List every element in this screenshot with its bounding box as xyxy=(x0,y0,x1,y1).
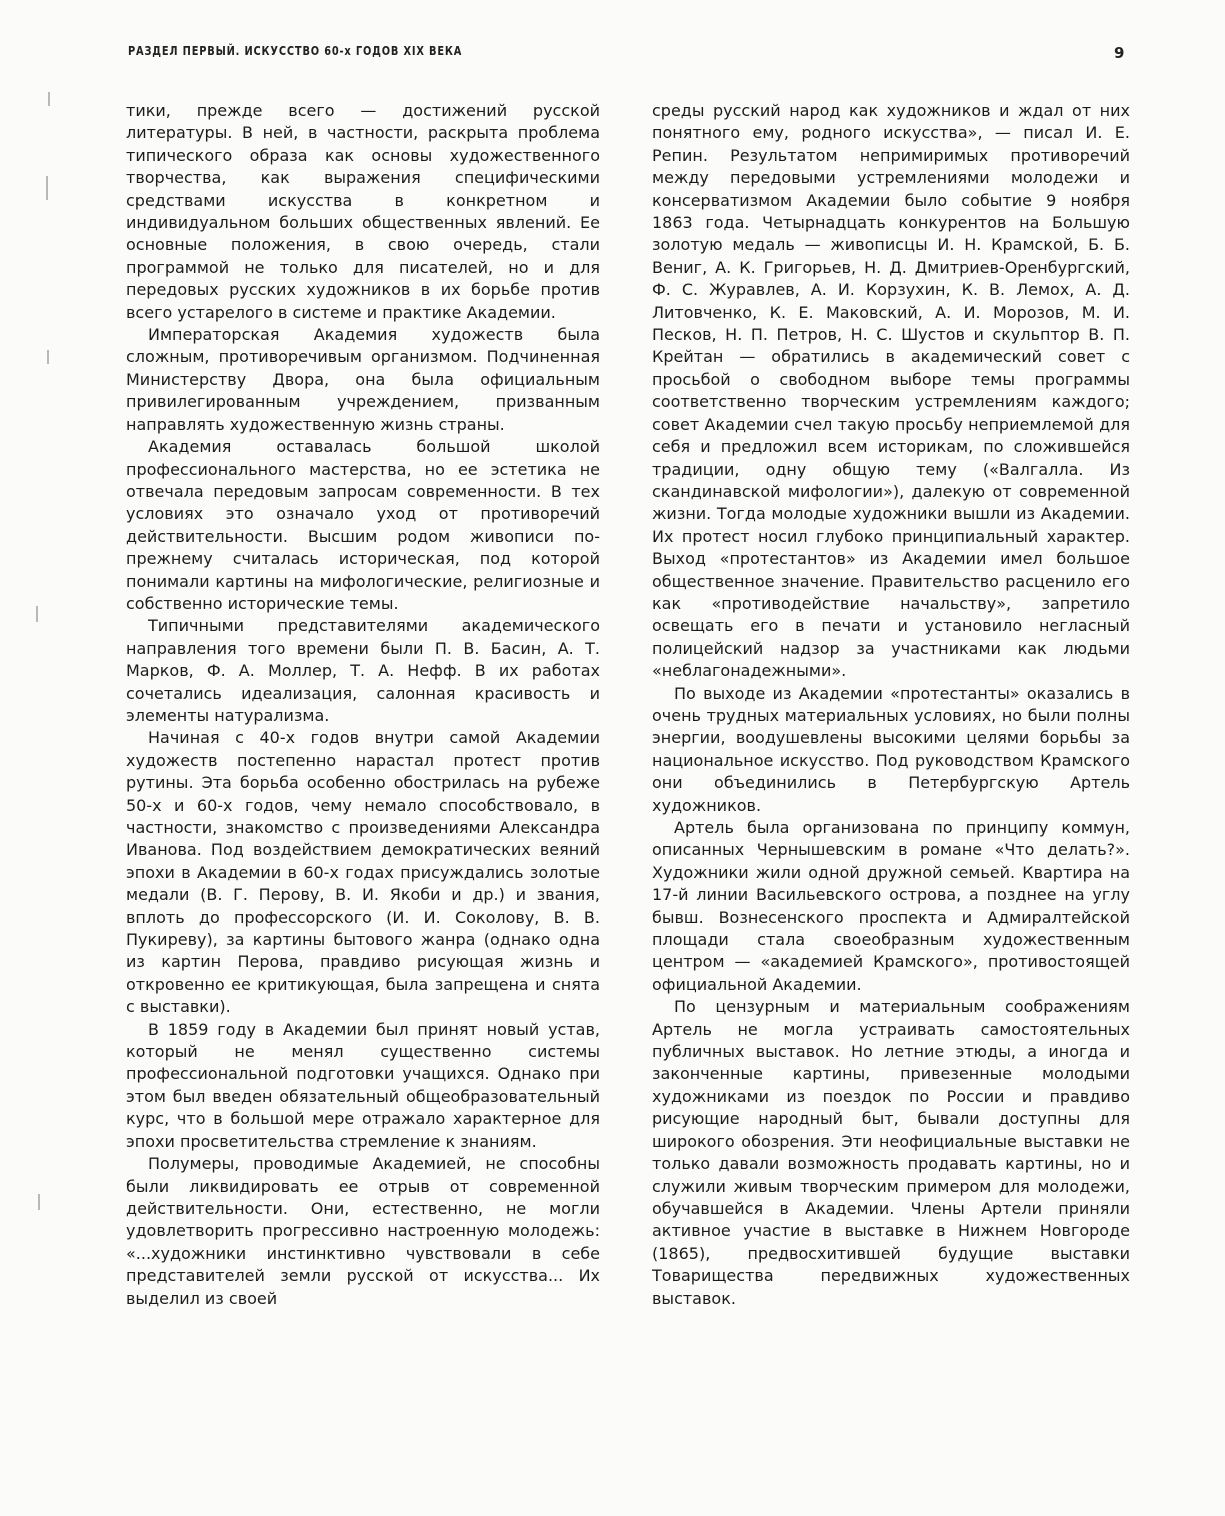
left-column xyxy=(126,100,600,1310)
paragraph: тики, прежде всего — достижений русской литературы. В ней, в частности, раскрыта проблема типического образа как основы художественного творчества, как выражения специфическими средствами искусства в конкретном и индивидуальном больших общественных явлений. Ее основные положения, в свою очередь, стали программой не только для писателей, но и для передовых русских художников в их борьбе против всего устарелого в системе и практике Академии. xyxy=(126,101,600,322)
paragraph: Начиная с 40-х годов внутри самой Академии художеств постепенно нарастал протест против рутины. Эта борьба особенно обострилась на рубеже 50-х и 60-х годов, чему немало способствовало, в частности, знакомство с произведениями Александра Иванова. Под воздействием демократических веяний эпохи в Академии в 60-х годах присуждались золотые медали (В. Г. Перову, В. И. Якоби и др.) и звания, вплоть до профессорского (И. И. Соколову, В. В. Пукиреву), за картины бытового жанра (однако одна из картин Перова, правдиво рисующая жизнь и откровенно ее критикующая, была запрещена и снята с выставки). xyxy=(126,728,600,1017)
paragraph: В 1859 году в Академии был принят новый устав, который не менял существенно системы профессиональной подготовки учащихся. Однако при этом был введен обязательный общеобразовательный курс, что в большой мере отражало характерное для эпохи просветительства стремление к знаниям. xyxy=(126,1019,600,1151)
paragraph: Полумеры, проводимые Академией, не способны были ликвидировать ее отрыв от современной действительности. Они, естественно, не могли удовлетворить прогрессивно настроенную молодежь: «...художники инстинктивно чувствовали в себе представителей земли русской от искусства... Их выделил из своей xyxy=(126,1154,600,1308)
paragraph: Артель была организована по принципу коммун, описанных Чернышевским в романе «Что делать?». Художники жили одной дружной семьей. Квартира на 17-й линии Васильевского острова, а позднее на углу бывш. Вознесенского проспекта и Адмиралтейской площади стала своеобразным художественным центром — «академией Крамского», противостоящей официальной Академии. xyxy=(652,818,1130,994)
paragraph: По выходе из Академии «протестанты» оказались в очень трудных материальных условиях, но были полны энергии, воодушевлены высокими целями борьбы за национальное искусство. Под руководством Крамского они объединились в Петербургскую Артель художников. xyxy=(652,683,1130,815)
running-title: РАЗДЕЛ ПЕРВЫЙ. ИСКУССТВО 60-х ГОДОВ XIX ВЕКА xyxy=(128,44,463,58)
paragraph: Типичными представителями академического направления того времени были П. В. Басин, А. Т. Марков, Ф. А. Моллер, Т. А. Нефф. В их работах сочетались идеализация, салонная красивость и элементы натурализма. xyxy=(126,616,600,725)
right-column xyxy=(652,100,1130,1310)
scan-mark xyxy=(48,92,50,106)
scan-mark xyxy=(46,176,48,200)
paragraph: Академия оставалась большой школой профессионального мастерства, но ее эстетика не отвечала передовым запросам современности. В тех условиях это означало уход от противоречий действительности. Высшим родом живописи по-прежнему считалась историческая, под которой понимали картины на мифологические, религиозные и собственно исторические темы. xyxy=(126,437,600,613)
scan-mark xyxy=(36,606,38,622)
paragraph: По цензурным и материальным соображениям Артель не могла устраивать самостоятельных публичных выставок. Но летние этюды, а иногда и законченные картины, привезенные молодыми художниками из поездок по России и правдиво рисующие народный быт, бывали доступны для широкого обозрения. Эти неофициальные выставки не только давали возможность продавать картины, но и служили живым творческим примером для молодежи, обучавшейся в Академии. Члены Артели приняли активное участие в выставке в Нижнем Новгороде (1865), предвосхитившей будущие выставки Товарищества передвижных художественных выставок. xyxy=(652,997,1130,1308)
paragraph: среды русский народ как художников и ждал от них понятного ему, родного искусства», — писал И. Е. Репин. Результатом непримиримых противоречий между передовыми устремлениями молодежи и консерватизмом Академии было событие 9 ноября 1863 года. Четырнадцать конкурентов на Большую золотую медаль — живописцы И. Н. Крамской, Б. Б. Вениг, А. К. Григорьев, Н. Д. Дмитриев-Оренбургский, Ф. С. Журавлев, А. И. Корзухин, К. В. Лемох, А. Д. Литовченко, К. Е. Маковский, А. И. Морозов, М. И. Песков, Н. П. Петров, Н. С. Шустов и скульптор В. П. Крейтан — обратились в академический совет с просьбой о свободном выборе темы программы соответственно творческим устремлениям каждого; совет Академии счел такую просьбу неприемлемой для себя и предложил всем историкам, по сложившейся традиции, одну общую тему («Валгалла. Из скандинавской мифологии»), далекую от современной жизни. Тогда молодые художники вышли из Академии. Их протест носил глубоко принципиальный характер. Выход «протестантов» из Академии имел большое общественное значение. Правительство расценило его как «противодействие начальству», запретило освещать его в печати и установило негласный полицейский надзор за участниками как людьми «неблагонадежными». xyxy=(652,101,1130,681)
page-number: 9 xyxy=(1114,44,1125,62)
scan-mark xyxy=(47,350,49,364)
paragraph: Императорская Академия художеств была сложным, противоречивым организмом. Подчиненная Министерству Двора, она была официальным привилегированным учреждением, призванным направлять художественную жизнь страны. xyxy=(126,325,600,434)
scan-mark xyxy=(38,1194,40,1210)
